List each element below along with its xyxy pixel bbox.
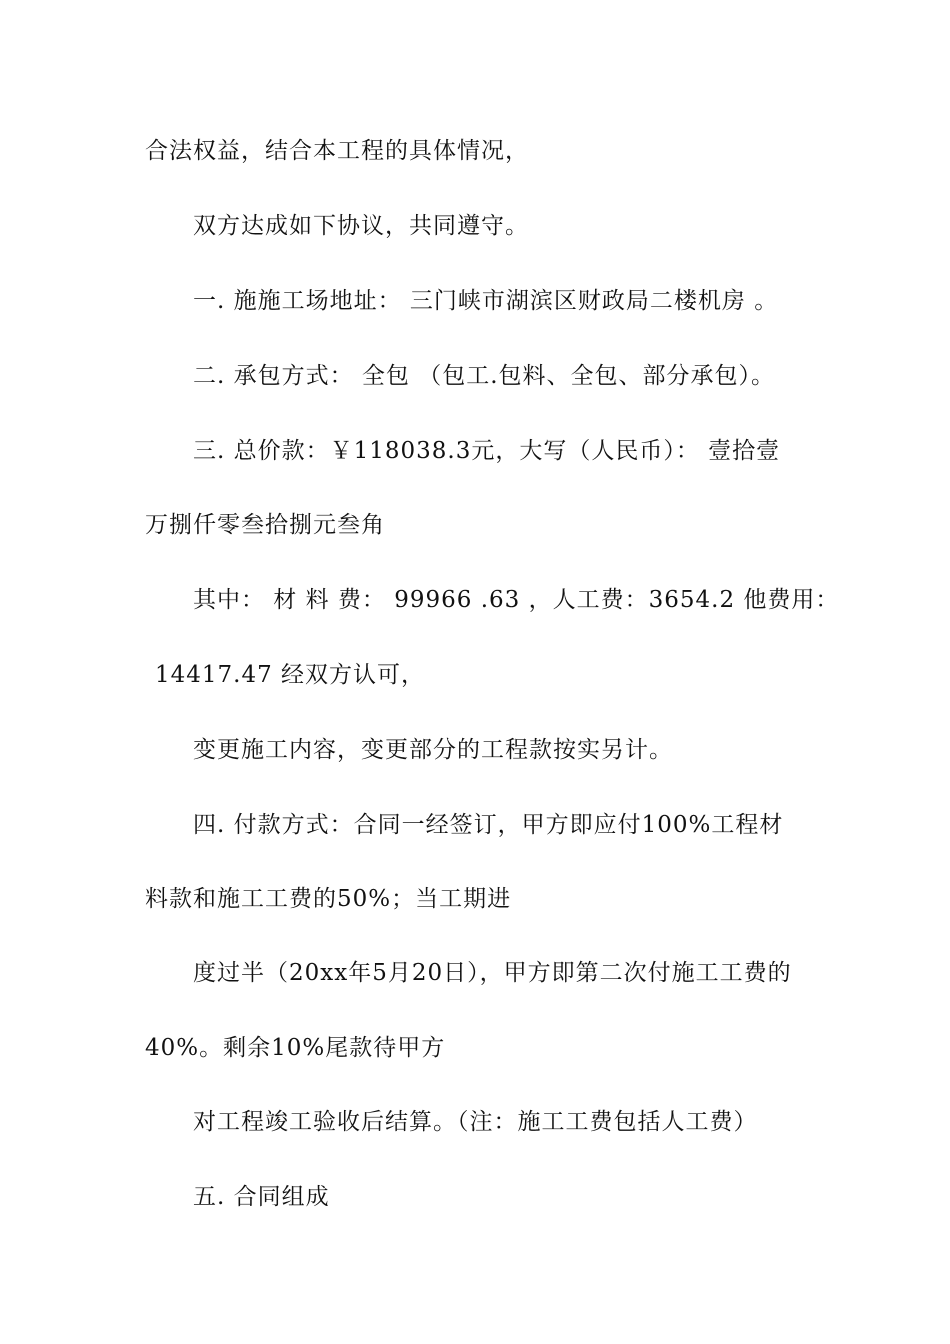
clause-3-total-price-continued: 万捌仟零叁拾捌元叁角 <box>145 512 385 538</box>
clause-4-payment-continued-2: 度过半（20xx年5月20日），甲方即第二次付施工工费的 <box>193 960 792 986</box>
clause-4-payment-method: 四. 付款方式：合同一经签订，甲方即应付100%工程材 <box>193 812 784 838</box>
cost-breakdown: 其中： 材 料 费： 99966 .63 ，人工费：3654.2 他费用： <box>193 587 840 613</box>
clause-4-payment-continued-3: 40%。剩余10%尾款待甲方 <box>145 1035 446 1061</box>
clause-4-payment-continued-4: 对工程竣工验收后结算。（注：施工工费包括人工费） <box>193 1109 758 1135</box>
clause-5-contract-composition: 五. 合同组成 <box>193 1184 330 1210</box>
text-line-agreement: 双方达成如下协议，共同遵守。 <box>193 213 529 239</box>
clause-1-site-address: 一. 施施工场地址： 三门峡市湖滨区财政局二楼机房 。 <box>193 288 779 314</box>
clause-4-payment-continued-1: 料款和施工工费的50%；当工期进 <box>145 886 512 912</box>
change-content-note: 变更施工内容，变更部分的工程款按实另计。 <box>193 737 673 763</box>
clause-3-total-price: 三. 总价款：￥118038.3元，大写（人民币）： 壹拾壹 <box>193 438 781 464</box>
cost-breakdown-continued: 14417.47 经双方认可， <box>155 662 426 688</box>
clause-2-contract-method: 二. 承包方式： 全包 （包工.包料、全包、部分承包）。 <box>193 363 776 389</box>
text-line-legal-rights: 合法权益，结合本工程的具体情况， <box>145 138 529 164</box>
